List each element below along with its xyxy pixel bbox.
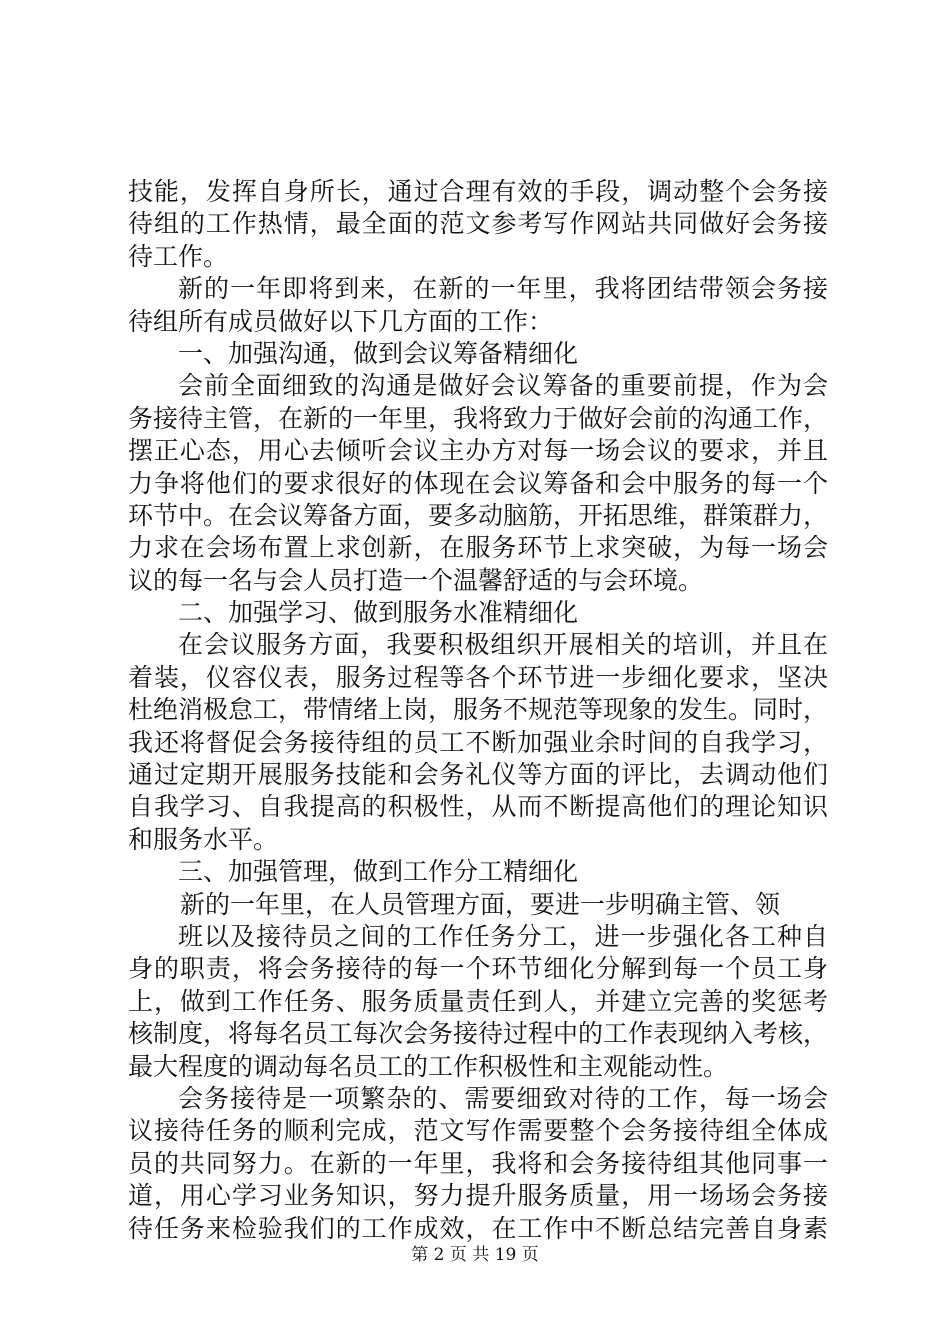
text-line: 在会议服务方面，我要积极组织开展相关的培训，并且在 xyxy=(178,630,828,660)
text-line: 待组所有成员做好以下几方面的工作： xyxy=(128,306,554,336)
text-line: 和服务水平。 xyxy=(128,824,279,854)
text-line: 我还将督促会务接待组的员工不断加强业余时间的自我学习， xyxy=(128,727,828,757)
text-line: 会前全面细致的沟通是做好会议筹备的重要前提，作为会 xyxy=(178,371,828,401)
text-line: 待工作。 xyxy=(128,241,229,271)
text-line: 通过定期开展服务技能和会务礼仪等方面的评比，去调动他们 xyxy=(128,760,828,790)
text-line: 议接待任务的顺利完成，范文写作需要整个会务接待组全体成 xyxy=(128,1116,828,1146)
text-line: 班以及接待员之间的工作任务分工，进一步强化各工种自 xyxy=(178,921,828,951)
text-line: 环节中。在会议筹备方面，要多动脑筋，开拓思维，群策群力， xyxy=(128,500,829,530)
text-line: 待组的工作热情，最全面的范文参考写作网站共同做好会务接 xyxy=(128,209,828,239)
text-line: 技能，发挥自身所长，通过合理有效的手段，调动整个会务接 xyxy=(128,177,828,206)
text-line: 自我学习、自我提高的积极性，从而不断提高他们的理论知识 xyxy=(128,792,828,822)
text-line: 务接待主管，在新的一年里，我将致力于做好会前的沟通工作， xyxy=(128,403,829,433)
text-line: 力求在会场布置上求创新，在服务环节上求突破，为每一场会 xyxy=(128,533,828,563)
text-line: 着装，仪容仪表，服务过程等各个环节进一步细化要求，坚决 xyxy=(128,662,828,692)
page-footer: 第 2 页 共 19 页 xyxy=(411,1245,539,1265)
text-line: 上，做到工作任务、服务质量责任到人，并建立完善的奖惩考 xyxy=(128,986,828,1016)
text-line: 身的职责，将会务接待的每一个环节细化分解到每一个员工身 xyxy=(128,954,828,984)
text-line: 二、加强学习、做到服务水准精细化 xyxy=(178,598,579,628)
text-line: 力争将他们的要求很好的体现在会议筹备和会中服务的每一个 xyxy=(128,468,828,498)
text-line: 摆正心态，用心去倾听会议主办方对每一场会议的要求，并且 xyxy=(128,436,828,466)
text-line: 核制度，将每名员工每次会务接待过程中的工作表现纳入考核， xyxy=(128,1019,829,1049)
text-line: 最大程度的调动每名员工的工作积极性和主观能动性。 xyxy=(128,1051,729,1081)
text-line: 新的一年即将到来，在新的一年里，我将团结带领会务接 xyxy=(178,274,828,304)
text-line: 三、加强管理，做到工作分工精细化 xyxy=(178,857,579,887)
text-line: 杜绝消极怠工，带情绪上岗，服务不规范等现象的发生。同时， xyxy=(128,695,829,725)
text-line: 会务接待是一项繁杂的、需要细致对待的工作，每一场会 xyxy=(178,1083,828,1113)
document-body xyxy=(128,176,828,1245)
text-line: 新的一年里，在人员管理方面，要进一步明确主管、领 xyxy=(180,889,781,919)
text-line: 一、加强沟通，做到会议筹备精细化 xyxy=(178,338,579,368)
text-line: 道，用心学习业务知识，努力提升服务质量，用一场场会务接 xyxy=(128,1181,828,1211)
text-line: 待任务来检验我们的工作成效，在工作中不断总结完善自身素 xyxy=(128,1213,828,1243)
text-line: 员的共同努力。在新的一年里，我将和会务接待组其他同事一 xyxy=(128,1148,828,1178)
text-line: 议的每一名与会人员打造一个温馨舒适的与会环境。 xyxy=(128,565,704,595)
